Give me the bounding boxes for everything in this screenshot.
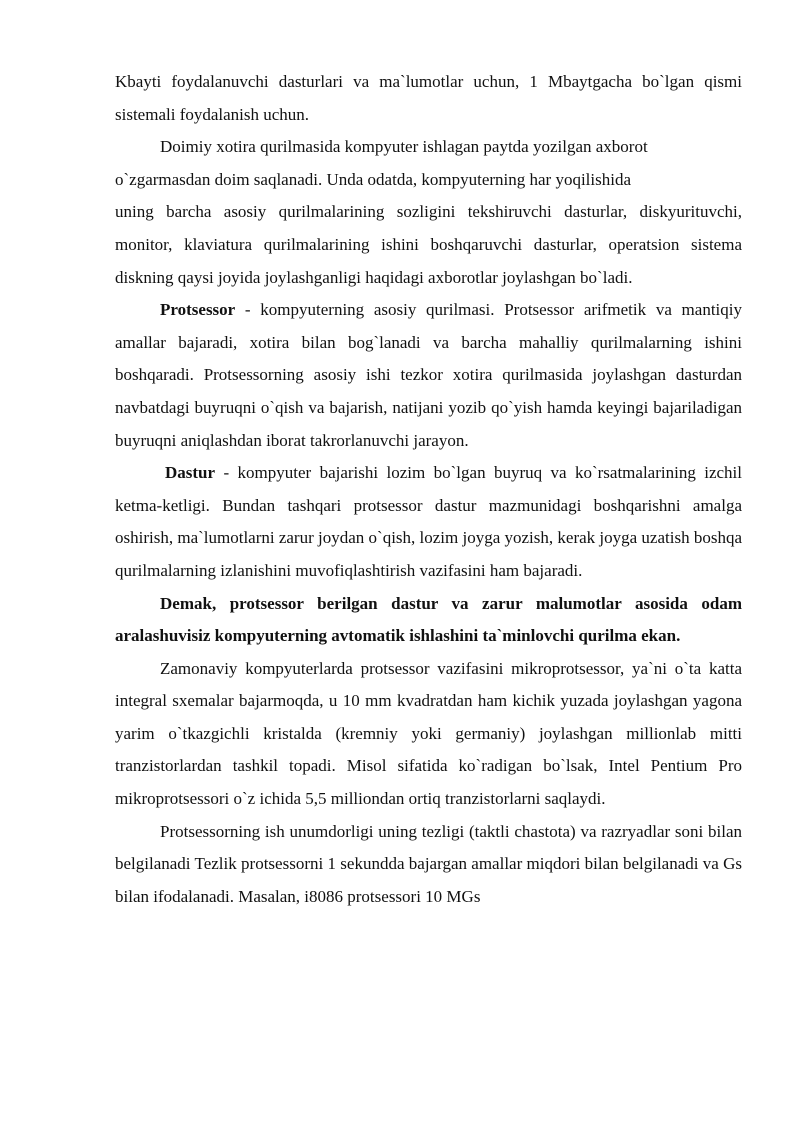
term-program: Dastur — [165, 463, 216, 483]
paragraph-memory-allocation: Kbayti foydalanuvchi dasturlari va ma`lumotlar uchun, 1 Mbaytgacha bo`lgan qismi sistemali foydalanish uchun. — [115, 72, 742, 124]
paragraph-processor — [115, 294, 742, 457]
conclusion-bold-text: Demak, protsessor berilgan dastur va zarur malumotlar asosida odam aralashuvisiz kompyuterning avtomatik ishlashini ta`minlovchi qurilma ekan. — [115, 593, 742, 646]
paragraph-rom-contents: uning barcha asosiy qurilmalarining sozligini tekshiruvchi dasturlar, diskyurituvchi, monitor, klaviatura qurilmalarining ishini boshqaruvchi dasturlar, operatsion sistema diskning qaysi joyida joylashganligi haqidagi axborotlar joylashgan bo`ladi. — [115, 202, 742, 287]
paragraph-performance: Protsessorning ish unumdorligi uning tezligi (taktli chastota) va razryadlar soni bilan belgilanadi Tezlik protsessorni 1 sekundda bajargan amallar miqdori bilan belgilanadi va Gs bilan ifodalanadi. Masalan, i8086 protsessori 10 MGs — [115, 821, 742, 906]
document-page — [115, 66, 742, 913]
program-definition: - kompyuter bajarishi lozim bo`lgan buyruq va ko`rsatmalarining izchil ketma-ketligi. Bundan tashqari protsessor dastur mazmunidagi boshqarishni amalga oshirish, ma`lumotlarni zarur joydan o`qish, lozim joyga yozish, kerak joyga uzatish boshqa qurilmalarning izlanishini muvofiqlashtirish vazifasini ham bajaradi. — [115, 463, 742, 580]
paragraph-rom-intro: Doimiy xotira qurilmasida kompyuter ishlagan paytda yozilgan axborot o`zgarmasdan doim saqlanadi. Unda odatda, kompyuterning har yoqilishida — [115, 137, 648, 189]
term-processor: Protsessor — [160, 300, 236, 320]
paragraph-program — [115, 457, 742, 587]
processor-definition: - kompyuterning asosiy qurilmasi. Protsessor arifmetik va mantiqiy amallar bajaradi, xotira bilan bog`lanadi va barcha mahalliy qurilmalarning ishini boshqaradi. Protsessorning asosiy ishi tezkor xotira qurilmasida joylashgan dasturdan navbatdagi buyruqni o`qish va bajarish, natijani yozib qo`yish hamda keyingi bajariladigan buyruqni aniqlashdan iborat takrorlanuvchi jarayon. — [115, 300, 742, 450]
paragraph-conclusion — [115, 588, 742, 653]
paragraph-microprocessor: Zamonaviy kompyuterlarda protsessor vazifasini mikroprotsessor, ya`ni o`ta katta integral sxemalar bajarmoqda, u 10 mm kvadratdan ham kichik yuzada joylashgan yagona yarim o`tkazgichli kristalda (kremniy yoki germaniy) joylashgan millionlab mitti tranzistorlardan tashkil topadi. Misol sifatida ko`radigan bo`lsak, Intel Pentium Pro mikroprotsessori o`z ichida 5,5 milliondan ortiq tranzistorlarni saqlaydi. — [115, 658, 742, 809]
